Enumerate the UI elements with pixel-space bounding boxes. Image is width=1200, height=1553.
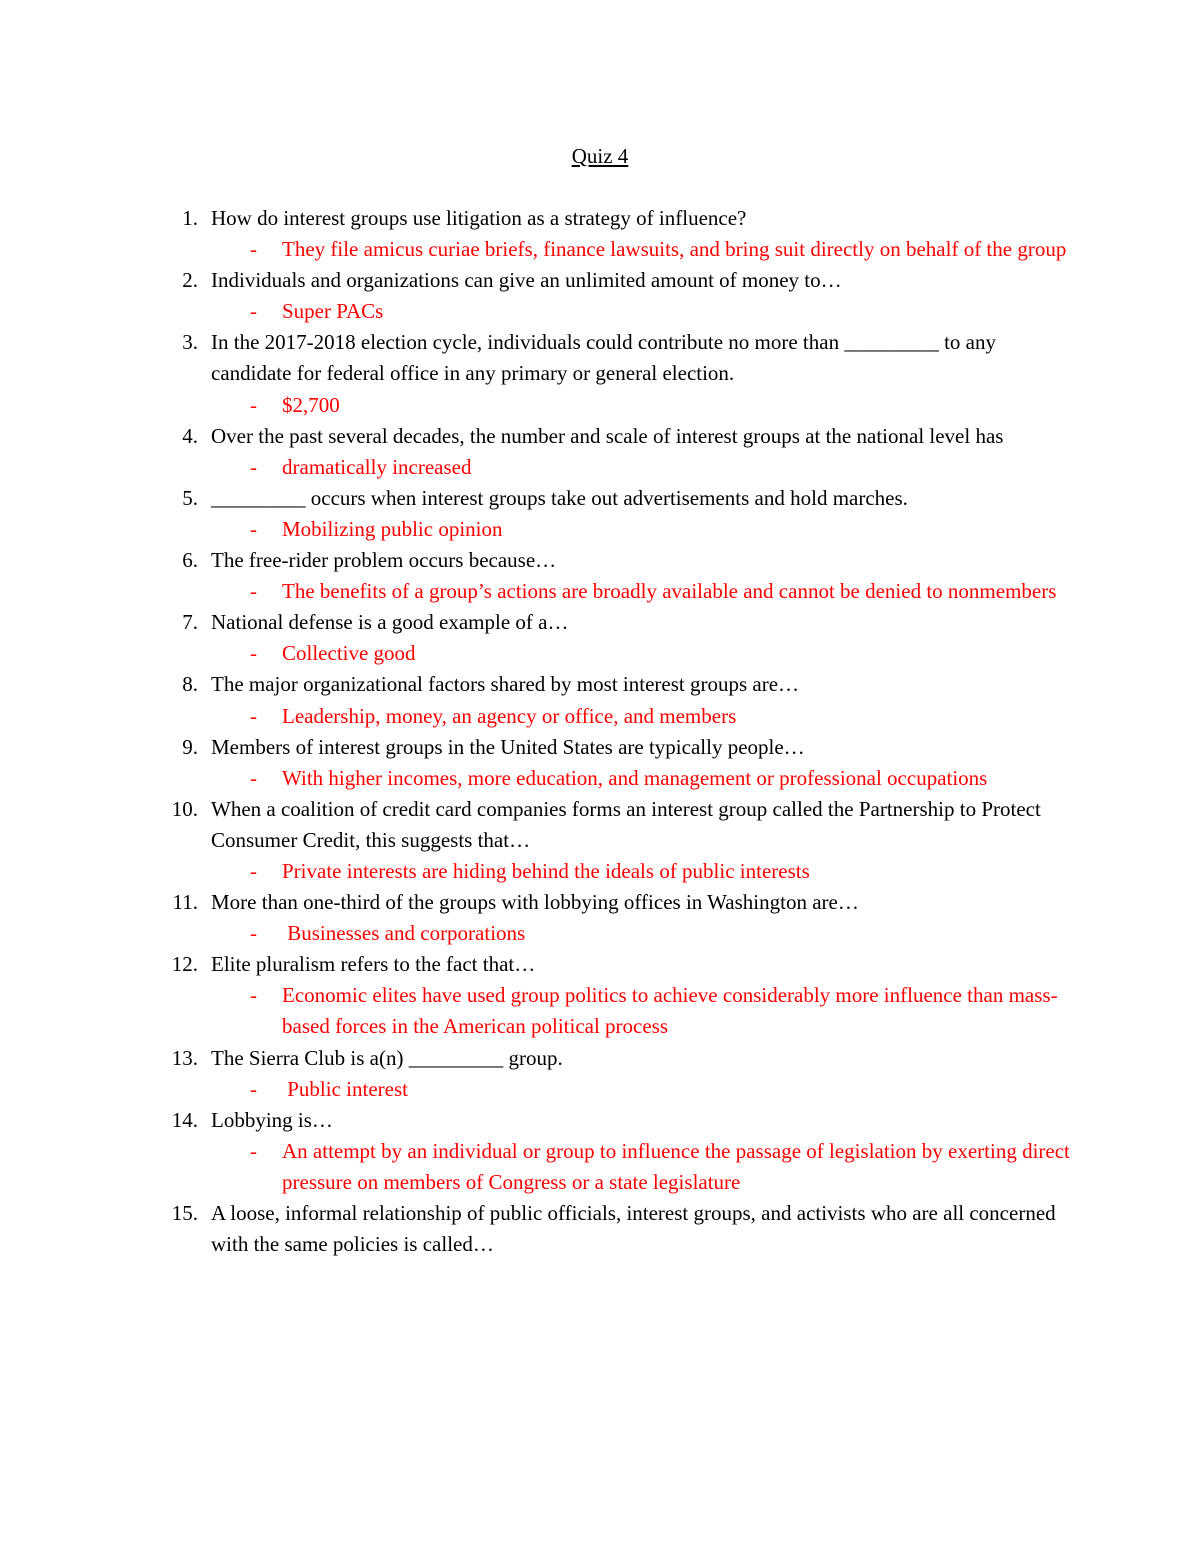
question-8 xyxy=(170,669,1070,700)
answer-text: Mobilizing public opinion xyxy=(282,516,503,541)
answer-2 xyxy=(170,296,1070,327)
answer-dash: - xyxy=(250,516,257,541)
question-number: 2. xyxy=(182,268,198,293)
question-5 xyxy=(170,483,1070,514)
answer-dash: - xyxy=(250,921,257,946)
question-number: 8. xyxy=(182,672,198,697)
answer-5 xyxy=(170,514,1070,545)
page-title: Quiz 4 xyxy=(571,144,629,168)
question-number: 1. xyxy=(182,206,198,230)
answer-text: Leadership, money, an agency or office, and members xyxy=(282,703,737,728)
answer-dash: - xyxy=(250,641,257,666)
question-3 xyxy=(170,327,1070,389)
question-text: The major organizational factors shared by most interest groups are… xyxy=(211,672,800,697)
quiz-list xyxy=(170,203,1076,1260)
question-text: The Sierra Club is a(n) _________ group. xyxy=(211,1045,563,1070)
question-text: Members of interest groups in the United States are typically people… xyxy=(211,734,805,759)
answer-dash: - xyxy=(250,765,257,790)
question-text: More than one-third of the groups with lobbying offices in Washington are… xyxy=(211,890,859,915)
question-text: Over the past several decades, the number and scale of interest groups at the national level has xyxy=(211,423,1004,448)
answer-dash: - xyxy=(250,1138,257,1163)
answer-dash: - xyxy=(250,983,257,1008)
question-number: 3. xyxy=(182,330,198,355)
question-9 xyxy=(170,732,1070,763)
question-text: _________ occurs when interest groups take out advertisements and hold marches. xyxy=(211,485,908,510)
answer-dash: - xyxy=(250,392,257,417)
answer-dash: - xyxy=(250,454,257,479)
question-15 xyxy=(170,1198,1070,1260)
question-text: Elite pluralism refers to the fact that… xyxy=(211,952,536,977)
answer-14 xyxy=(170,1136,1076,1198)
answer-3 xyxy=(170,390,1070,421)
question-text: The free-rider problem occurs because… xyxy=(211,548,557,573)
question-2 xyxy=(170,265,1070,296)
answer-text: An attempt by an individual or group to influence the passage of legislation by exerting direct pressure on members of Congress or a state legislature xyxy=(282,1138,1076,1194)
question-13 xyxy=(170,1043,1070,1074)
answer-4 xyxy=(170,452,1070,483)
question-7 xyxy=(170,607,1070,638)
answer-text: They file amicus curiae briefs, finance lawsuits, and bring suit directly on behalf of the group xyxy=(282,237,1067,262)
answer-6 xyxy=(170,576,1070,607)
answer-dash: - xyxy=(250,237,257,262)
question-12 xyxy=(170,949,1070,980)
question-text: Lobbying is… xyxy=(211,1107,333,1132)
answer-text: Super PACs xyxy=(282,299,384,324)
answer-11 xyxy=(170,918,1070,949)
question-number: 7. xyxy=(182,610,198,635)
answer-dash: - xyxy=(250,1076,257,1101)
answer-1 xyxy=(170,234,1070,265)
question-10 xyxy=(170,794,1070,856)
answer-text: $2,700 xyxy=(282,392,340,417)
question-number: 5. xyxy=(182,485,198,510)
question-4 xyxy=(170,421,1070,452)
question-text: A loose, informal relationship of public officials, interest groups, and activists who are all concerned with the same policies is called… xyxy=(211,1201,1056,1257)
answer-text: dramatically increased xyxy=(282,454,472,479)
question-1 xyxy=(170,203,1070,234)
answer-text: The benefits of a group’s actions are broadly available and cannot be denied to nonmembers xyxy=(282,579,1057,604)
question-number: 14. xyxy=(171,1107,198,1132)
question-text: Individuals and organizations can give an unlimited amount of money to… xyxy=(211,268,842,293)
answer-8 xyxy=(170,701,1070,732)
answer-text: With higher incomes, more education, and management or professional occupations xyxy=(282,765,988,790)
answer-dash: - xyxy=(250,703,257,728)
answer-text: Collective good xyxy=(282,641,416,666)
question-number: 9. xyxy=(182,734,198,759)
question-number: 12. xyxy=(171,952,198,977)
answer-text: Private interests are hiding behind the ideals of public interests xyxy=(282,858,810,883)
answer-10 xyxy=(170,856,1070,887)
question-text: National defense is a good example of a… xyxy=(211,610,569,635)
answer-dash: - xyxy=(250,579,257,604)
answer-7 xyxy=(170,638,1070,669)
answer-text: Public interest xyxy=(282,1076,408,1101)
answer-dash: - xyxy=(250,299,257,324)
question-11 xyxy=(170,887,1070,918)
answer-dash: - xyxy=(250,858,257,883)
question-number: 11. xyxy=(172,890,198,915)
answer-text: Economic elites have used group politics to achieve considerably more influence than mass-based forces in the American political process xyxy=(282,983,1058,1039)
question-text: In the 2017-2018 election cycle, individuals could contribute no more than _________ to any candidate for federal office in any primary or general election. xyxy=(211,330,996,386)
answer-text: Businesses and corporations xyxy=(282,921,526,946)
answer-13 xyxy=(170,1074,1070,1105)
question-number: 15. xyxy=(171,1201,198,1225)
question-number: 13. xyxy=(171,1045,198,1070)
question-number: 6. xyxy=(182,548,198,573)
question-number: 4. xyxy=(182,423,198,448)
question-text: How do interest groups use litigation as a strategy of influence? xyxy=(211,206,747,230)
question-6 xyxy=(170,545,1070,576)
question-text: When a coalition of credit card companies forms an interest group called the Partnership to Protect Consumer Credit, this suggests that… xyxy=(211,796,1041,852)
question-number: 10. xyxy=(171,796,198,821)
answer-9 xyxy=(170,763,1070,794)
answer-12 xyxy=(170,980,1070,1042)
question-14 xyxy=(170,1105,1070,1136)
